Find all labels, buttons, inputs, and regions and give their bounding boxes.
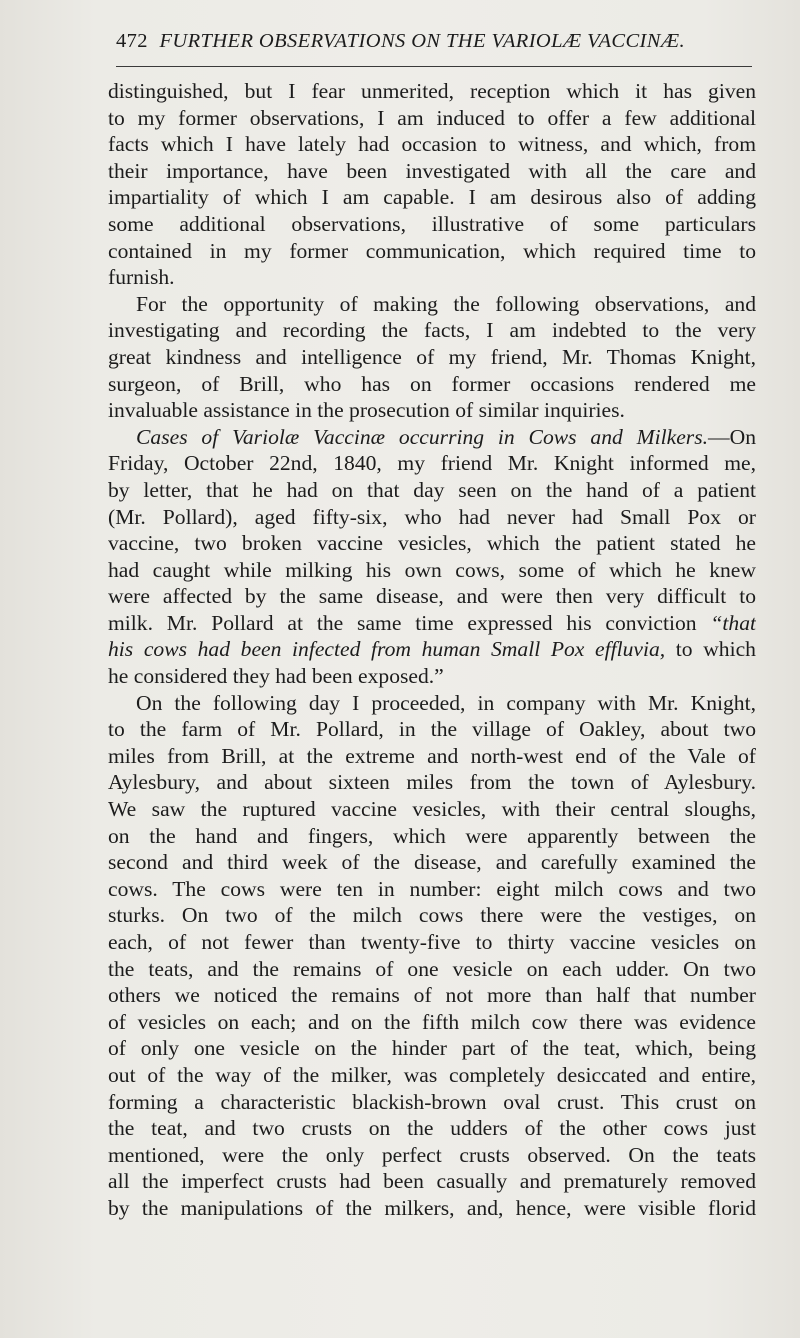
text-line: mentioned, were the only perfect crusts observed. On the teats — [108, 1142, 756, 1167]
text-line: the teat, and two crusts on the udders of the other cows just — [108, 1116, 756, 1141]
text-line: facts which I have lately had occasion to witness, and which, from — [108, 132, 756, 157]
text-line — [108, 610, 756, 637]
text-line: some additional observations, illustrative of some particulars — [108, 211, 756, 236]
text-line: great kindness and intelligence of my friend, Mr. Thomas Knight, — [108, 344, 756, 369]
paragraph-1 — [108, 78, 756, 291]
text-line: their importance, have been investigated with all the care and — [108, 158, 756, 183]
text-line: surgeon, of Brill, who has on former occasions rendered me — [108, 371, 756, 396]
text-line: out of the way of the milker, was completely desiccated and entire, — [108, 1062, 756, 1087]
text-line: For the opportunity of making the following observations, and — [136, 291, 756, 316]
text-line: Aylesbury, and about sixteen miles from the town of Aylesbury. — [108, 770, 756, 795]
page-number: 472 — [116, 30, 148, 52]
section-heading: Cases of Variolæ Vaccinæ occurring in Cows and Milkers. — [136, 424, 708, 449]
text-line: Friday, October 22nd, 1840, my friend Mr. Knight informed me, — [108, 451, 756, 476]
body-text — [108, 78, 756, 1222]
text-line: he considered they had been exposed.” — [108, 664, 444, 689]
text-line — [108, 424, 756, 451]
text-line: by the manipulations of the milkers, and, hence, were visible florid — [108, 1195, 756, 1220]
text-line: impartiality of which I am capable. I am desirous also of adding — [108, 185, 756, 210]
text-line: each, of not fewer than twenty-five to thirty vaccine vesicles on — [108, 930, 756, 954]
header-rule — [116, 66, 752, 67]
text-line: others we noticed the remains of not more than half that number — [108, 983, 756, 1008]
text-line: vaccine, two broken vaccine vesicles, which the patient stated he — [108, 531, 756, 556]
quote-line-start: milk. Mr. Pollard at the same time expressed his conviction — [108, 610, 711, 635]
text-line: on the hand and fingers, which were apparently between the — [108, 823, 756, 848]
running-title: FURTHER OBSERVATIONS ON THE VARIOLÆ VACCINÆ. — [159, 30, 686, 52]
text-line: We saw the ruptured vaccine vesicles, with their central sloughs, — [108, 797, 756, 822]
text-line: forming a characteristic blackish-brown oval crust. This crust on — [108, 1089, 756, 1114]
running-head — [116, 30, 756, 53]
text-line: by letter, that he had on that day seen on the hand of a patient — [108, 477, 756, 502]
quote-italic: “that — [710, 610, 756, 635]
text-line: miles from Brill, at the extreme and north-west end of the Vale of — [108, 743, 756, 768]
paragraph-4 — [108, 690, 756, 1222]
text-line: second and third week of the disease, and carefully examined the — [108, 850, 756, 875]
text-line: all the imperfect crusts had been casually and prematurely removed — [108, 1169, 756, 1194]
quote-rest: to which — [665, 637, 756, 662]
text-line — [108, 636, 756, 663]
text-line: (Mr. Pollard), aged fifty-six, who had never had Small Pox or — [108, 504, 756, 529]
text-line: cows. The cows were ten in number: eight milch cows and two — [108, 876, 756, 901]
paragraph-2 — [108, 291, 756, 424]
text-line: sturks. On two of the milch cows there were the vestiges, on — [108, 903, 756, 928]
text-line: distinguished, but I fear unmerited, reception which it has given — [108, 79, 756, 103]
text-line: had caught while milking his own cows, some of which he knew — [108, 557, 756, 582]
quote-italic: his cows had been infected from human Small Pox effluvia, — [108, 637, 666, 662]
text-line: of vesicles on each; and on the fifth milch cow there was evidence — [108, 1009, 756, 1034]
text-line: to the farm of Mr. Pollard, in the village of Oakley, about two — [108, 717, 756, 742]
text-line: of only one vesicle on the hinder part of the teat, which, being — [108, 1036, 756, 1061]
text-line: the teats, and the remains of one vesicle on each udder. On two — [108, 956, 756, 981]
text-line: were affected by the same disease, and were then very difficult to — [108, 584, 756, 609]
text-line: invaluable assistance in the prosecution of similar inquiries. — [108, 398, 625, 423]
heading-continuation: —On — [708, 424, 756, 449]
paragraph-3 — [108, 424, 756, 690]
text-line: On the following day I proceeded, in company with Mr. Knight, — [136, 690, 756, 715]
text-line: contained in my former communication, which required time to — [108, 238, 756, 263]
text-line: investigating and recording the facts, I am indebted to the very — [108, 318, 756, 343]
text-line: furnish. — [108, 265, 175, 290]
text-line: to my former observations, I am induced to offer a few additional — [108, 105, 756, 130]
